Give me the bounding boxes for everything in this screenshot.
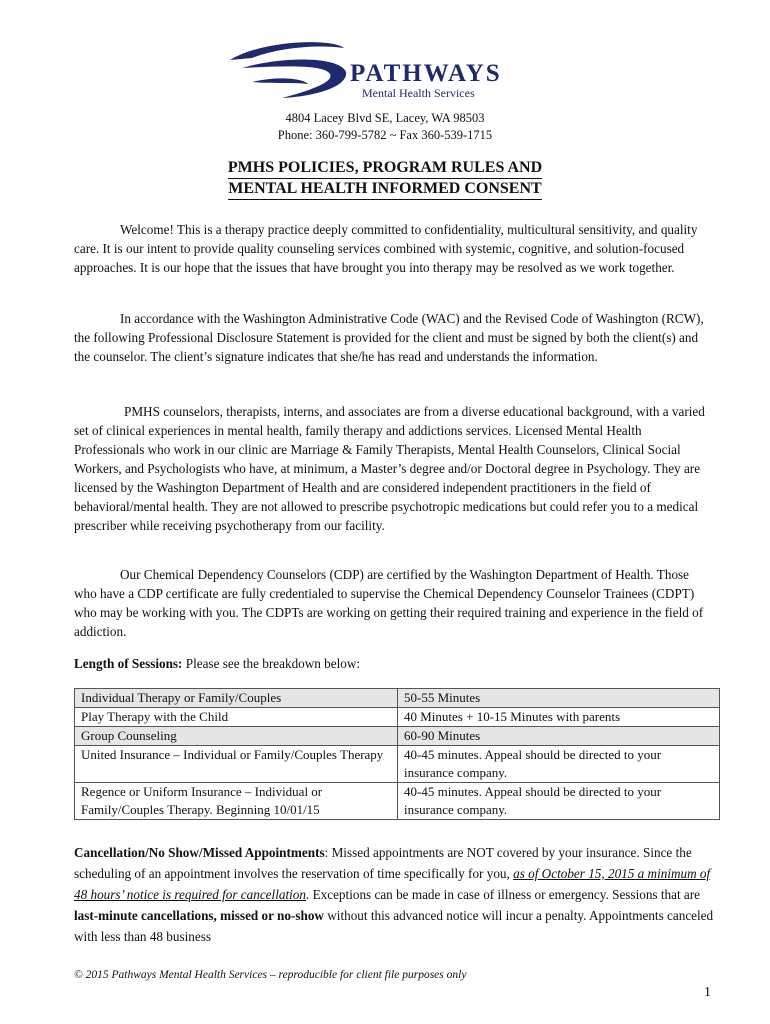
address-line: 4804 Lacey Blvd SE, Lacey, WA 98503 <box>285 111 485 125</box>
session-type: Play Therapy with the Child <box>75 708 398 727</box>
session-length: 40-45 minutes. Appeal should be directed to your insurance company. <box>398 746 720 783</box>
session-type: Regence or Uniform Insurance – Individual or Family/Couples Therapy. Beginning 10/01/15 <box>75 783 398 820</box>
session-length: 40-45 minutes. Appeal should be directed to your insurance company. <box>398 783 720 820</box>
cancellation-paragraph: Cancellation/No Show/Missed Appointments: Missed appointments are NOT covered by your insurance. Since the scheduling of an appointment involves the reservation of time specifically for you, as of October 15, 2015 a minimum of 48 hours’ notice is required for cancellation. Exceptions can be made in case of illness or emergency. Sessions that are last-minute cancellations, missed or no-show without this advanced notice will incur a penalty. Appointments canceled with less than 48 business <box>74 845 714 944</box>
session-length: 50-55 Minutes <box>398 689 720 708</box>
session-length: 40 Minutes + 10-15 Minutes with parents <box>398 708 720 727</box>
logo-subtitle: Mental Health Services <box>362 86 475 100</box>
wac-paragraph: In accordance with the Washington Administrative Code (WAC) and the Revised Code of Washington (RCW), the following Professional Disclosure Statement is provided for the client and must be signed by both the client(s) and the counselor. The client’s signature indicates that she/he has read and understands the information. <box>74 311 704 364</box>
document-title-line-2: MENTAL HEALTH INFORMED CONSENT <box>0 179 770 200</box>
sessions-heading: Length of Sessions: Please see the breakdown below: <box>74 656 361 671</box>
table-row <box>75 708 720 727</box>
table-row <box>75 746 720 783</box>
swoosh-logo-icon <box>222 38 352 100</box>
session-type: Individual Therapy or Family/Couples <box>75 689 398 708</box>
phone-fax-line: Phone: 360-799-5782 ~ Fax 360-539-1715 <box>277 128 493 142</box>
copyright-footer: © 2015 Pathways Mental Health Services – reproducible for client file purposes only <box>74 969 467 981</box>
sessions-table <box>74 688 720 820</box>
welcome-paragraph: Welcome! This is a therapy practice deeply committed to confidentiality, multicultural sensitivity, and quality care. It is our intent to provide quality counseling services combined with systemic, cognitive, and solution-focused approaches. It is our hope that the issues that have brought you into therapy may be resolved as we work together. <box>74 222 698 275</box>
session-type: United Insurance – Individual or Family/Couples Therapy <box>75 746 398 783</box>
cdp-paragraph: Our Chemical Dependency Counselors (CDP) are certified by the Washington Department of Health. Those who have a CDP certificate are fully credentialed to supervise the Chemical Dependency Counselor Trainees (CDPT) who may be working with you. The CDPTs are working on getting their required training and experience in the field of addiction. <box>74 567 704 639</box>
page-number: 1 <box>704 985 711 1000</box>
counselors-paragraph: PMHS counselors, therapists, interns, and associates are from a diverse educational background, with a varied set of clinical experiences in mental health, family therapy and addictions services. Licensed Mental Health Professionals who work in our clinic are Marriage & Family Therapists, Mental Health Counselors, Clinical Social Workers, and Psychologists who have, at minimum, a Master’s degree and/or Doctoral degree in Psychology. They are licensed by the Washington Department of Health and are considered independent practitioners in the field of behavioral/mental health. They are not allowed to prescribe psychotropic medications but could refer you to a medical prescriber while receiving psychotherapy from our facility. <box>74 404 705 533</box>
penalty-emphasis: last-minute cancellations, missed or no-show <box>74 908 324 923</box>
session-type: Group Counseling <box>75 727 398 746</box>
cancellation-heading: Cancellation/No Show/Missed Appointments <box>74 845 325 860</box>
table-row <box>75 783 720 820</box>
cancellation-notice: as of October 15, 2015 a minimum of 48 hours’ notice is required for cancellation <box>74 866 711 902</box>
table-row <box>75 689 720 708</box>
document-title-line-1: PMHS POLICIES, PROGRAM RULES AND <box>0 158 770 179</box>
table-row <box>75 727 720 746</box>
session-length: 60-90 Minutes <box>398 727 720 746</box>
pathways-logo <box>222 38 552 100</box>
logo-title: PATHWAYS <box>350 60 502 87</box>
